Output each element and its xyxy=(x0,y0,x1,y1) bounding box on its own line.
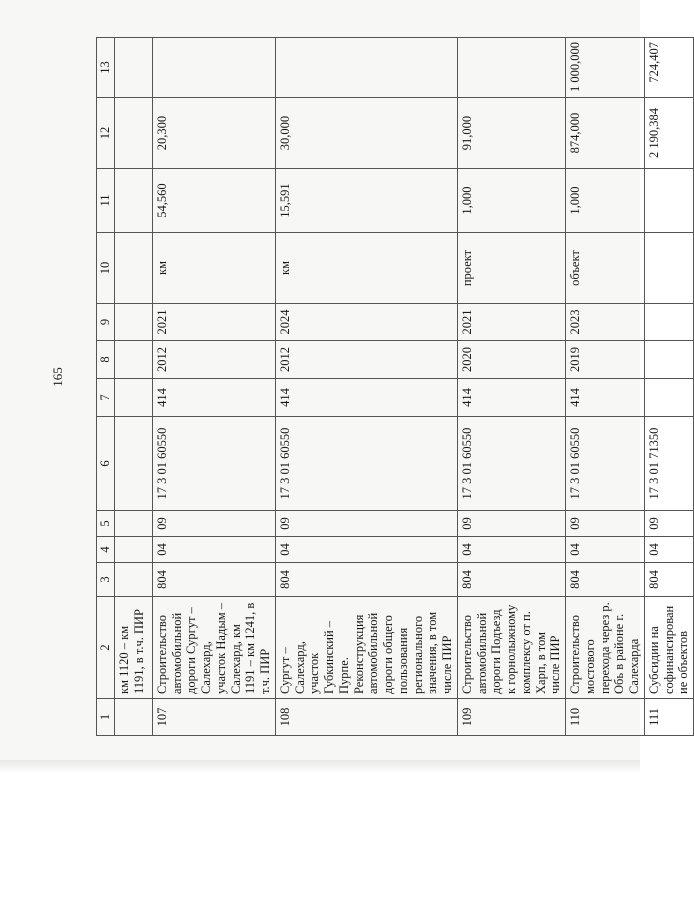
table-row xyxy=(566,38,645,736)
table-cell: 804 xyxy=(457,563,565,597)
table-cell: км xyxy=(275,233,457,304)
page-number: 165 xyxy=(50,367,65,387)
table-cell: 04 xyxy=(152,537,275,563)
table-cell: 804 xyxy=(152,563,275,597)
row-number-cell: 108 xyxy=(275,699,457,736)
budget-table xyxy=(96,37,694,736)
header-cell: 5 xyxy=(97,511,115,537)
table-cell xyxy=(644,304,693,341)
table-cell: 804 xyxy=(275,563,457,597)
table-cell xyxy=(152,38,275,98)
table-cell: 09 xyxy=(457,511,565,537)
table-cell: 1,000 xyxy=(566,169,645,233)
table-cell: 09 xyxy=(275,511,457,537)
table-cell: проект xyxy=(457,233,565,304)
rotated-table-wrapper xyxy=(96,38,691,736)
table-cell: 2023 xyxy=(566,304,645,341)
table-cell xyxy=(114,38,152,98)
table-cell: 2012 xyxy=(152,341,275,379)
table-cell: 04 xyxy=(275,537,457,563)
page-bottom-edge xyxy=(0,760,640,774)
header-cell: 6 xyxy=(97,417,115,511)
table-row xyxy=(275,38,457,736)
table-cell xyxy=(644,233,693,304)
table-cell: 414 xyxy=(566,379,645,417)
table-cell: 91,000 xyxy=(457,98,565,169)
table-cell: объект xyxy=(566,233,645,304)
table-cell xyxy=(644,379,693,417)
header-cell: 3 xyxy=(97,563,115,597)
table-cell: 2021 xyxy=(152,304,275,341)
row-number-cell: 111 xyxy=(644,699,693,736)
table-cell xyxy=(457,38,565,98)
table-cell xyxy=(275,38,457,98)
object-name-cell: км 1120 – км 1191, в т.ч. ПИР xyxy=(114,597,152,699)
table-row xyxy=(114,38,152,736)
table-cell: 414 xyxy=(275,379,457,417)
table-cell xyxy=(114,304,152,341)
header-cell: 7 xyxy=(97,379,115,417)
table-cell: 17 3 01 60550 xyxy=(566,417,645,511)
table-cell: 04 xyxy=(644,537,693,563)
table-cell: 09 xyxy=(644,511,693,537)
table-cell: 1,000 xyxy=(457,169,565,233)
table-cell xyxy=(114,511,152,537)
table-cell: 17 3 01 60550 xyxy=(457,417,565,511)
table-cell: 1 000,000 xyxy=(566,38,645,98)
table-cell xyxy=(644,169,693,233)
table-cell: 2024 xyxy=(275,304,457,341)
header-cell: 4 xyxy=(97,537,115,563)
table-cell: 17 3 01 71350 xyxy=(644,417,693,511)
table-cell: 2021 xyxy=(457,304,565,341)
table-cell: 2012 xyxy=(275,341,457,379)
table-cell: км xyxy=(152,233,275,304)
table-cell xyxy=(114,379,152,417)
table-cell xyxy=(114,341,152,379)
table-header-row xyxy=(97,38,115,736)
header-cell: 8 xyxy=(97,341,115,379)
table-cell: 09 xyxy=(566,511,645,537)
header-cell: 9 xyxy=(97,304,115,341)
header-cell: 2 xyxy=(97,597,115,699)
object-name-cell: Строительство автомобильной дороги Сургут – Салехард, участок Надым – Салехард, км 1191 – км 1241, в т.ч. ПИР xyxy=(152,597,275,699)
table-cell xyxy=(114,98,152,169)
table-cell xyxy=(114,537,152,563)
row-number-cell: 109 xyxy=(457,699,565,736)
table-cell xyxy=(114,169,152,233)
table-row xyxy=(152,38,275,736)
table-cell: 414 xyxy=(152,379,275,417)
header-cell: 12 xyxy=(97,98,115,169)
table-cell: 2020 xyxy=(457,341,565,379)
table-cell xyxy=(114,563,152,597)
table-cell: 04 xyxy=(566,537,645,563)
table-cell xyxy=(114,233,152,304)
table-cell: 804 xyxy=(566,563,645,597)
row-number-cell: 110 xyxy=(566,699,645,736)
table-cell: 54,560 xyxy=(152,169,275,233)
table-cell: 09 xyxy=(152,511,275,537)
table-cell: 30,000 xyxy=(275,98,457,169)
table-cell: 17 3 01 60550 xyxy=(275,417,457,511)
row-number-cell xyxy=(114,699,152,736)
table-cell: 15,591 xyxy=(275,169,457,233)
object-name-cell: Строительство мостового перехода через р. Обь в районе г. Салехарда xyxy=(566,597,645,699)
header-cell: 10 xyxy=(97,233,115,304)
table-cell: 17 3 01 60550 xyxy=(152,417,275,511)
table-cell: 04 xyxy=(457,537,565,563)
object-name-cell: Строительство автомобильной дороги Подъезд к горнолыжному комплексу от п. Харп, в том числе ПИР xyxy=(457,597,565,699)
header-cell: 1 xyxy=(97,699,115,736)
table-cell: 2019 xyxy=(566,341,645,379)
table-row xyxy=(457,38,565,736)
table-cell xyxy=(644,341,693,379)
table-cell: 2 190,384 xyxy=(644,98,693,169)
table-cell: 724,407 xyxy=(644,38,693,98)
table-cell xyxy=(114,417,152,511)
table-cell: 414 xyxy=(457,379,565,417)
table-cell: 874,000 xyxy=(566,98,645,169)
header-cell: 11 xyxy=(97,169,115,233)
table-cell: 804 xyxy=(644,563,693,597)
object-name-cell: Субсидии на софинансирование объектов xyxy=(644,597,693,699)
table-row xyxy=(644,38,693,736)
header-cell: 13 xyxy=(97,38,115,98)
row-number-cell: 107 xyxy=(152,699,275,736)
table-cell: 20,300 xyxy=(152,98,275,169)
object-name-cell: Сургут – Салехард, участок Губкинский – Пурпе. Реконструкция автомобильной дороги общего пользования регионального значения, в том числе ПИР xyxy=(275,597,457,699)
